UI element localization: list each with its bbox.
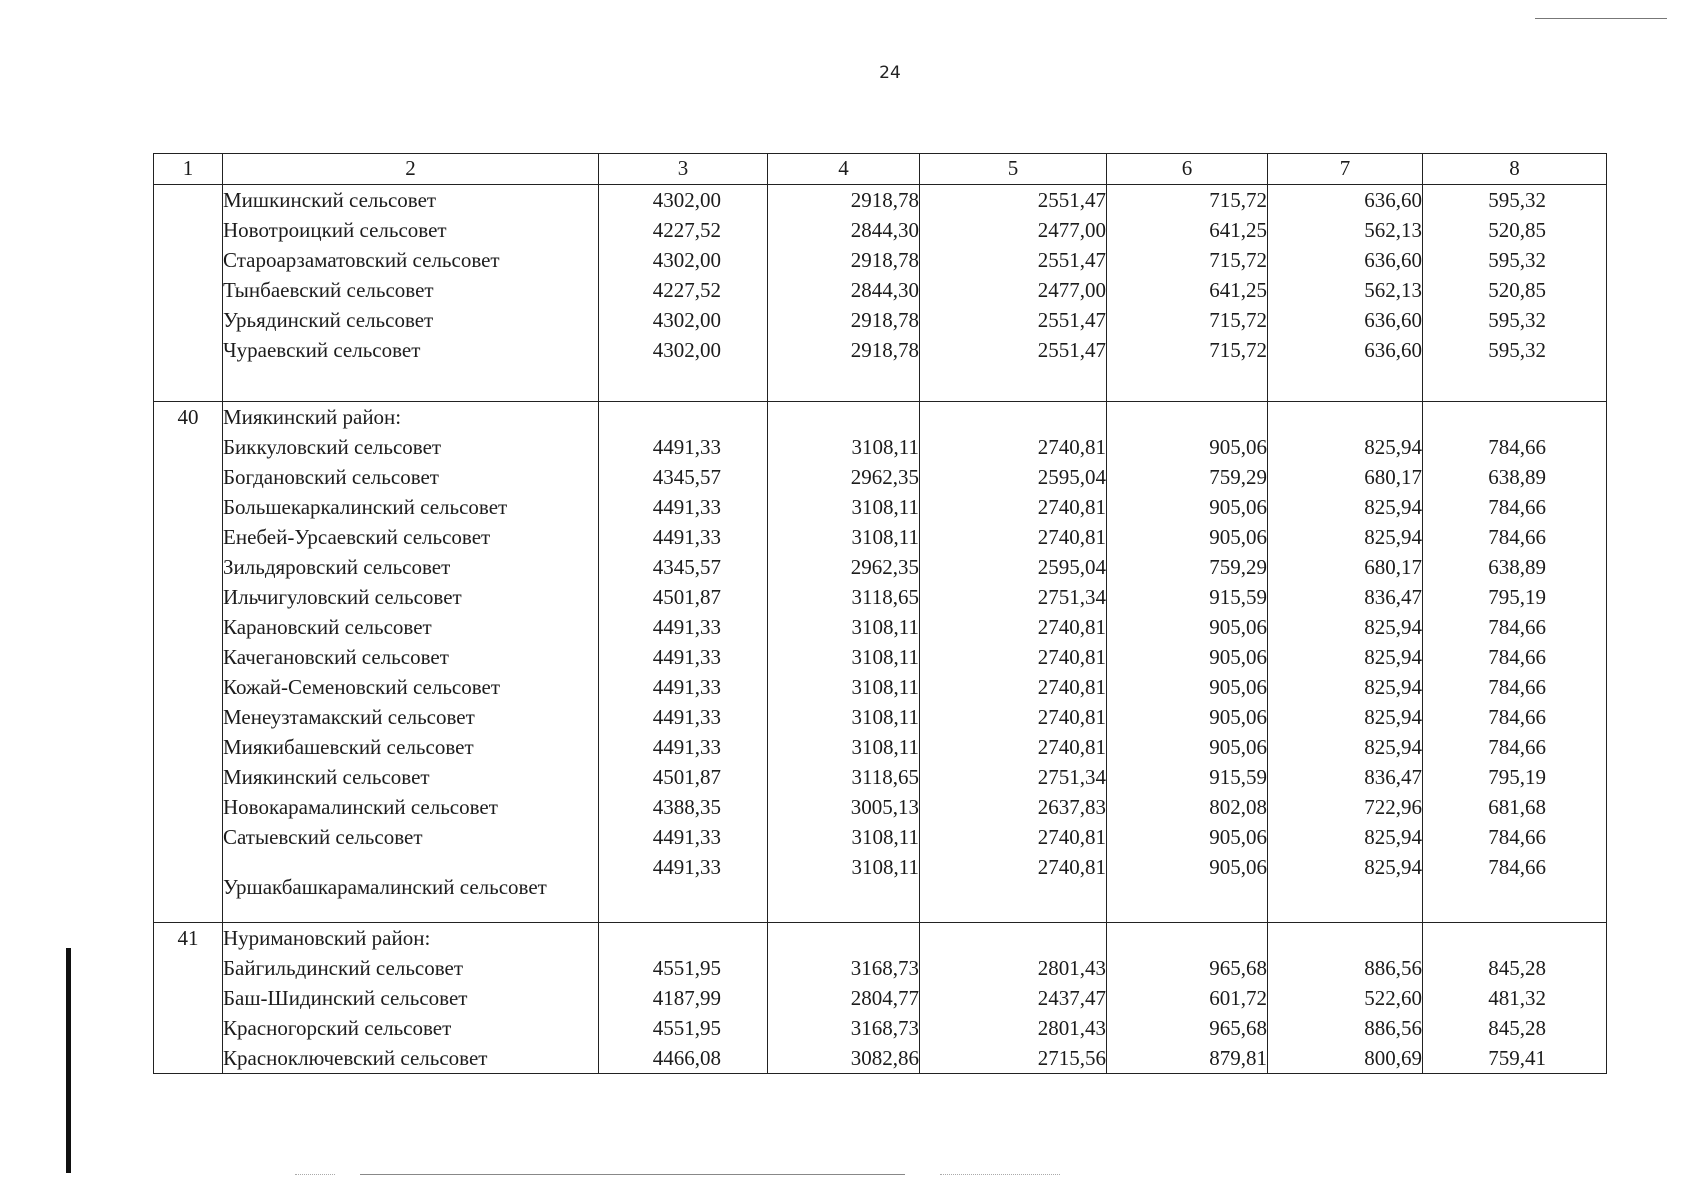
column-number-header: 1 [154,154,223,185]
empty-cell [920,365,1107,402]
settlement-name: Биккуловский сельсовет [223,432,599,462]
settlement-name: Баш-Шидинский сельсовет [223,983,599,1013]
value-cell: 2740,81 [920,852,1107,902]
column-number-header: 6 [1107,154,1268,185]
value-cell: 681,68 [1423,792,1607,822]
row-number [154,983,223,1013]
value-cell: 2740,81 [920,612,1107,642]
value-cell: 2844,30 [768,215,920,245]
table-row [154,335,1607,365]
value-cell: 784,66 [1423,822,1607,852]
value-cell: 759,41 [1423,1043,1607,1074]
section-40 [154,402,1607,923]
table-row [154,702,1607,732]
empty-cell [1423,402,1607,433]
value-cell: 784,66 [1423,522,1607,552]
value-cell: 795,19 [1423,762,1607,792]
empty-cell [768,923,920,954]
value-cell: 715,72 [1107,335,1268,365]
row-number [154,245,223,275]
value-cell: 784,66 [1423,492,1607,522]
row-number [154,612,223,642]
row-number [154,552,223,582]
value-cell: 2801,43 [920,1013,1107,1043]
empty-cell [154,365,223,402]
value-cell: 562,13 [1268,275,1423,305]
value-cell: 638,89 [1423,462,1607,492]
empty-cell [599,902,768,923]
empty-cell [768,402,920,433]
value-cell: 2918,78 [768,185,920,216]
row-number [154,762,223,792]
value-cell: 3108,11 [768,732,920,762]
value-cell: 845,28 [1423,1013,1607,1043]
value-cell: 759,29 [1107,462,1268,492]
table-row [154,852,1607,902]
value-cell: 845,28 [1423,953,1607,983]
value-cell: 4302,00 [599,335,768,365]
row-number [154,305,223,335]
row-number [154,335,223,365]
table-row [154,275,1607,305]
row-number [154,582,223,612]
value-cell: 4491,33 [599,642,768,672]
value-cell: 886,56 [1268,1013,1423,1043]
value-cell: 4491,33 [599,702,768,732]
value-cell: 905,06 [1107,612,1268,642]
table-row [154,953,1607,983]
empty-cell [599,923,768,954]
value-cell: 784,66 [1423,612,1607,642]
empty-cell [1268,365,1423,402]
value-cell: 905,06 [1107,492,1268,522]
district-number: 40 [154,402,223,433]
empty-cell [1423,902,1607,923]
value-cell: 3108,11 [768,822,920,852]
section-41 [154,923,1607,1074]
table-row [154,492,1607,522]
value-cell: 825,94 [1268,642,1423,672]
value-cell: 825,94 [1268,432,1423,462]
value-cell: 3108,11 [768,642,920,672]
value-cell: 3118,65 [768,762,920,792]
row-number [154,522,223,552]
value-cell: 3082,86 [768,1043,920,1074]
table-row [154,762,1607,792]
row-number [154,822,223,852]
value-cell: 905,06 [1107,702,1268,732]
row-number [154,732,223,762]
value-cell: 915,59 [1107,582,1268,612]
tariff-table [153,153,1607,1074]
top-right-rule [1535,18,1667,19]
settlement-name: Байгильдинский сельсовет [223,953,599,983]
settlement-name: Урьядинский сельсовет [223,305,599,335]
table-row [154,792,1607,822]
value-cell: 636,60 [1268,305,1423,335]
value-cell: 2551,47 [920,185,1107,216]
empty-cell [920,923,1107,954]
empty-cell [920,902,1107,923]
value-cell: 825,94 [1268,702,1423,732]
value-cell: 2844,30 [768,275,920,305]
table-row [154,185,1607,216]
value-cell: 3168,73 [768,1013,920,1043]
value-cell: 2477,00 [920,275,1107,305]
value-cell: 915,59 [1107,762,1268,792]
value-cell: 3118,65 [768,582,920,612]
value-cell: 905,06 [1107,852,1268,902]
table-row [154,672,1607,702]
value-cell: 4491,33 [599,432,768,462]
value-cell: 2751,34 [920,762,1107,792]
value-cell: 520,85 [1423,275,1607,305]
value-cell: 2918,78 [768,245,920,275]
settlement-name: Красногорский сельсовет [223,1013,599,1043]
settlement-name: Большекаркалинский сельсовет [223,492,599,522]
row-number [154,672,223,702]
settlement-name: Карановский сельсовет [223,612,599,642]
value-cell: 3108,11 [768,672,920,702]
settlement-name: Миякибашевский сельсовет [223,732,599,762]
empty-cell [223,365,599,402]
table-row [154,305,1607,335]
empty-cell [1268,902,1423,923]
value-cell: 595,32 [1423,305,1607,335]
value-cell: 4491,33 [599,732,768,762]
settlement-name: Тынбаевский сельсовет [223,275,599,305]
value-cell: 800,69 [1268,1043,1423,1074]
settlement-name: Новокарамалинский сельсовет [223,792,599,822]
value-cell: 4302,00 [599,305,768,335]
table-row [154,1043,1607,1074]
settlement-name: Красноключевский сельсовет [223,1043,599,1074]
value-cell: 825,94 [1268,852,1423,902]
settlement-name: Мишкинский сельсовет [223,185,599,216]
value-cell: 4345,57 [599,462,768,492]
page-number: 24 [879,63,901,83]
value-cell: 2715,56 [920,1043,1107,1074]
settlement-name: Уршакбашкарамалинский сельсовет [223,852,599,902]
scan-edge-bar [66,948,71,1173]
settlement-name: Чураевский сельсовет [223,335,599,365]
value-cell: 3108,11 [768,492,920,522]
settlement-name: Староарзаматовский сельсовет [223,245,599,275]
value-cell: 4302,00 [599,245,768,275]
empty-cell [920,402,1107,433]
table-row [154,215,1607,245]
row-number [154,852,223,902]
value-cell: 2740,81 [920,492,1107,522]
value-cell: 2740,81 [920,522,1107,552]
value-cell: 4187,99 [599,983,768,1013]
value-cell: 2962,35 [768,462,920,492]
value-cell: 2595,04 [920,552,1107,582]
value-cell: 2918,78 [768,335,920,365]
value-cell: 4491,33 [599,672,768,702]
header-row [154,154,1607,185]
value-cell: 784,66 [1423,732,1607,762]
row-number [154,953,223,983]
row-number [154,432,223,462]
value-cell: 905,06 [1107,642,1268,672]
value-cell: 2740,81 [920,672,1107,702]
value-cell: 4551,95 [599,1013,768,1043]
value-cell: 836,47 [1268,762,1423,792]
value-cell: 680,17 [1268,552,1423,582]
value-cell: 595,32 [1423,245,1607,275]
value-cell: 2962,35 [768,552,920,582]
value-cell: 2751,34 [920,582,1107,612]
table-row [154,732,1607,762]
value-cell: 4491,33 [599,852,768,902]
district-row [154,402,1607,433]
value-cell: 2740,81 [920,642,1107,672]
column-number-header: 2 [223,154,599,185]
value-cell: 715,72 [1107,185,1268,216]
row-number [154,185,223,216]
value-cell: 3168,73 [768,953,920,983]
column-number-header: 7 [1268,154,1423,185]
value-cell: 2801,43 [920,953,1107,983]
table-row [154,1013,1607,1043]
value-cell: 4388,35 [599,792,768,822]
settlement-name: Менеузтамакский сельсовет [223,702,599,732]
value-cell: 825,94 [1268,822,1423,852]
value-cell: 595,32 [1423,185,1607,216]
empty-cell [1107,365,1268,402]
value-cell: 3108,11 [768,522,920,552]
value-cell: 636,60 [1268,185,1423,216]
value-cell: 2740,81 [920,702,1107,732]
value-cell: 4491,33 [599,612,768,642]
value-cell: 965,68 [1107,1013,1268,1043]
district-title: Нуримановский район: [223,923,599,954]
settlement-name: Зильдяровский сельсовет [223,552,599,582]
value-cell: 4501,87 [599,582,768,612]
value-cell: 3108,11 [768,612,920,642]
value-cell: 2740,81 [920,822,1107,852]
value-cell: 522,60 [1268,983,1423,1013]
value-cell: 3108,11 [768,432,920,462]
value-cell: 886,56 [1268,953,1423,983]
value-cell: 2804,77 [768,983,920,1013]
table-row [154,552,1607,582]
settlement-name: Миякинский сельсовет [223,762,599,792]
section-continued [154,185,1607,402]
row-number [154,642,223,672]
empty-cell [1107,402,1268,433]
table-row [154,462,1607,492]
value-cell: 595,32 [1423,335,1607,365]
value-cell: 784,66 [1423,702,1607,732]
settlement-name: Кожай-Семеновский сельсовет [223,672,599,702]
district-row [154,923,1607,954]
value-cell: 715,72 [1107,245,1268,275]
spacer-row [154,365,1607,402]
value-cell: 722,96 [1268,792,1423,822]
value-cell: 825,94 [1268,732,1423,762]
value-cell: 638,89 [1423,552,1607,582]
value-cell: 784,66 [1423,672,1607,702]
empty-cell [154,902,223,923]
value-cell: 905,06 [1107,522,1268,552]
empty-cell [768,902,920,923]
value-cell: 784,66 [1423,432,1607,462]
value-cell: 905,06 [1107,672,1268,702]
value-cell: 3005,13 [768,792,920,822]
scan-dots [940,1174,1060,1175]
value-cell: 2437,47 [920,983,1107,1013]
value-cell: 2740,81 [920,732,1107,762]
value-cell: 636,60 [1268,335,1423,365]
scan-dots [295,1174,335,1175]
value-cell: 825,94 [1268,522,1423,552]
value-cell: 2477,00 [920,215,1107,245]
empty-cell [599,365,768,402]
value-cell: 759,29 [1107,552,1268,582]
value-cell: 4227,52 [599,215,768,245]
settlement-name: Богдановский сельсовет [223,462,599,492]
value-cell: 795,19 [1423,582,1607,612]
district-number: 41 [154,923,223,954]
value-cell: 836,47 [1268,582,1423,612]
spacer-row [154,902,1607,923]
value-cell: 715,72 [1107,305,1268,335]
empty-cell [768,365,920,402]
column-number-header: 8 [1423,154,1607,185]
column-number-header: 4 [768,154,920,185]
value-cell: 4466,08 [599,1043,768,1074]
empty-cell [1268,402,1423,433]
value-cell: 641,25 [1107,275,1268,305]
column-number-header: 3 [599,154,768,185]
value-cell: 784,66 [1423,642,1607,672]
value-cell: 879,81 [1107,1043,1268,1074]
empty-cell [1423,923,1607,954]
settlement-name: Енебей-Урсаевский сельсовет [223,522,599,552]
value-cell: 825,94 [1268,672,1423,702]
value-cell: 2551,47 [920,335,1107,365]
value-cell: 680,17 [1268,462,1423,492]
row-number [154,492,223,522]
value-cell: 825,94 [1268,612,1423,642]
value-cell: 636,60 [1268,245,1423,275]
value-cell: 2551,47 [920,245,1107,275]
value-cell: 4491,33 [599,522,768,552]
row-number [154,702,223,732]
value-cell: 4345,57 [599,552,768,582]
empty-cell [1107,902,1268,923]
settlement-name: Качегановский сельсовет [223,642,599,672]
value-cell: 520,85 [1423,215,1607,245]
value-cell: 4491,33 [599,822,768,852]
value-cell: 3108,11 [768,702,920,732]
value-cell: 481,32 [1423,983,1607,1013]
value-cell: 905,06 [1107,432,1268,462]
empty-cell [1107,923,1268,954]
row-number [154,462,223,492]
value-cell: 2637,83 [920,792,1107,822]
empty-cell [1268,923,1423,954]
table-row [154,522,1607,552]
empty-cell [599,402,768,433]
value-cell: 965,68 [1107,953,1268,983]
value-cell: 601,72 [1107,983,1268,1013]
value-cell: 825,94 [1268,492,1423,522]
value-cell: 802,08 [1107,792,1268,822]
value-cell: 641,25 [1107,215,1268,245]
value-cell: 4501,87 [599,762,768,792]
value-cell: 2595,04 [920,462,1107,492]
value-cell: 905,06 [1107,822,1268,852]
empty-cell [223,902,599,923]
table-row [154,582,1607,612]
column-number-header: 5 [920,154,1107,185]
value-cell: 4227,52 [599,275,768,305]
table-row [154,983,1607,1013]
row-number [154,1013,223,1043]
bottom-rule [360,1174,905,1175]
value-cell: 562,13 [1268,215,1423,245]
row-number [154,792,223,822]
value-cell: 4551,95 [599,953,768,983]
settlement-name: Сатыевский сельсовет [223,822,599,852]
row-number [154,275,223,305]
value-cell: 2918,78 [768,305,920,335]
empty-cell [1423,365,1607,402]
table-row [154,245,1607,275]
settlement-name: Новотроицкий сельсовет [223,215,599,245]
value-cell: 4302,00 [599,185,768,216]
value-cell: 784,66 [1423,852,1607,902]
table-row [154,612,1607,642]
value-cell: 3108,11 [768,852,920,902]
row-number [154,1043,223,1074]
table-row [154,432,1607,462]
district-title: Миякинский район: [223,402,599,433]
table-row [154,822,1607,852]
value-cell: 905,06 [1107,732,1268,762]
value-cell: 2551,47 [920,305,1107,335]
value-cell: 2740,81 [920,432,1107,462]
table-row [154,642,1607,672]
settlement-name: Ильчигуловский сельсовет [223,582,599,612]
value-cell: 4491,33 [599,492,768,522]
row-number [154,215,223,245]
